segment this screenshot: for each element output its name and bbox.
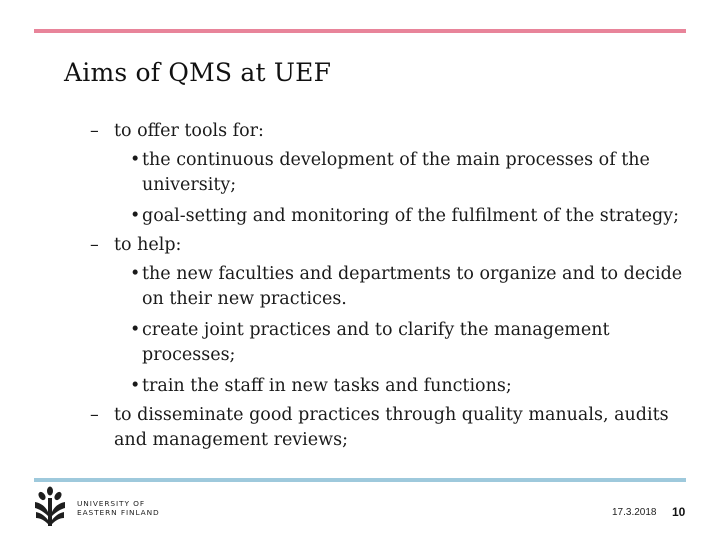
- bullet-marker: •: [130, 376, 141, 396]
- dash-marker: –: [90, 405, 99, 425]
- bullet-marker: •: [130, 206, 141, 226]
- list-item: [90, 403, 700, 453]
- slide-content: [90, 119, 700, 453]
- sub-list-item-text: the continuous development of the main processes of the university;: [142, 150, 650, 195]
- list-item-text: to help:: [114, 235, 182, 255]
- slide-title: Aims of QMS at UEF: [64, 58, 332, 87]
- bullet-marker: •: [130, 150, 141, 170]
- dash-marker: –: [90, 235, 99, 255]
- sub-list-item-text: create joint practices and to clarify the management processes;: [142, 320, 610, 365]
- sub-list-item: [90, 318, 700, 368]
- sub-list-item-text: the new faculties and departments to organize and to decide on their new practices.: [142, 264, 683, 309]
- university-name-line2: EASTERN FINLAND: [77, 508, 160, 517]
- university-name-line1: UNIVERSITY OF: [77, 499, 145, 508]
- bullet-marker: •: [130, 320, 141, 340]
- sub-list-item: [90, 148, 700, 198]
- list-item: [90, 119, 700, 144]
- top-divider: [34, 29, 686, 33]
- sub-list-item: [90, 374, 700, 399]
- list-item: [90, 233, 700, 258]
- list-item-text: to disseminate good practices through quality manuals, audits and management reviews;: [114, 405, 669, 450]
- sub-list-item: [90, 262, 700, 312]
- university-logo-icon: [33, 486, 67, 528]
- dash-marker: –: [90, 121, 99, 141]
- bullet-marker: •: [130, 264, 141, 284]
- list-item-text: to offer tools for:: [114, 121, 264, 141]
- bottom-divider: [34, 478, 686, 482]
- sub-list-item-text: goal-setting and monitoring of the fulfilment of the strategy;: [142, 206, 679, 226]
- slide-date: 17.3.2018: [612, 507, 657, 518]
- page-number: 10: [672, 505, 686, 519]
- university-name: [77, 499, 160, 517]
- sub-list-item: [90, 204, 700, 229]
- sub-list-item-text: train the staff in new tasks and functions;: [142, 376, 512, 396]
